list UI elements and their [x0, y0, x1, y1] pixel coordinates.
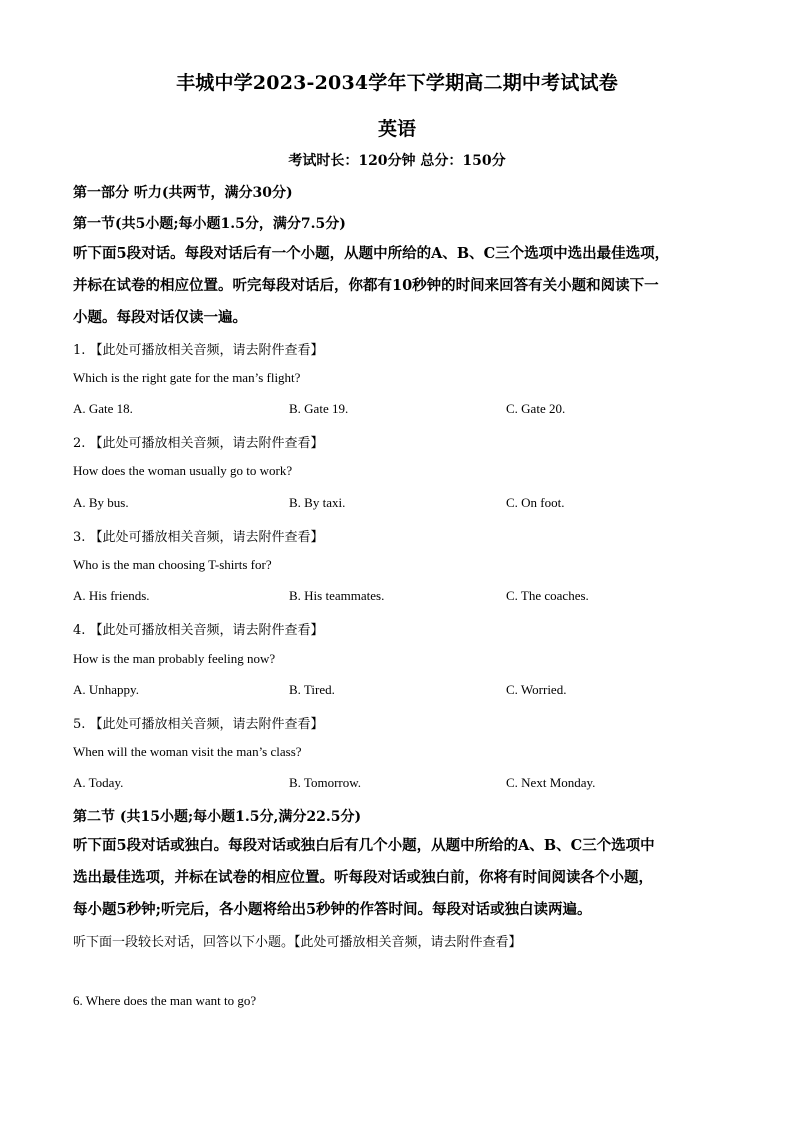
option-c: C. Worried. [506, 682, 567, 697]
instruction-line: 每小题5秒钟;听完后，各小题将给出5秒钟的作答时间。每段对话或独白读两遍。 [73, 901, 592, 918]
audio-note: 1. 【此处可播放相关音频，请去附件查看】 [73, 343, 324, 358]
option-c: C. Gate 20. [506, 401, 566, 416]
question-text: When will the woman visit the man’s class? [73, 744, 302, 759]
exam-title: 丰城中学2023-2034学年下学期高二期中考试试卷 [176, 72, 618, 94]
option-a: A. By bus. [73, 495, 129, 510]
option-c: C. On foot. [506, 495, 565, 510]
subject-title: 英语 [377, 118, 416, 140]
section1-instructions [73, 238, 723, 334]
audio-note: 2. 【此处可播放相关音频，请去附件查看】 [73, 436, 324, 451]
question-6-text: 6. Where does the man want to go? [73, 993, 257, 1008]
option-b: B. Gate 19. [289, 401, 349, 416]
audio-note: 4. 【此处可播放相关音频，请去附件查看】 [73, 623, 324, 638]
section2-instructions [73, 830, 723, 926]
question-text: Which is the right gate for the man’s flight? [73, 370, 301, 385]
option-b: B. Tomorrow. [289, 775, 362, 790]
question-text: How does the woman usually go to work? [73, 463, 293, 478]
audio-note: 3. 【此处可播放相关音频，请去附件查看】 [73, 530, 324, 545]
audio-note: 5. 【此处可播放相关音频，请去附件查看】 [73, 717, 324, 732]
instruction-line: 小题。每段对话仅读一遍。 [73, 309, 247, 326]
option-a: A. Gate 18. [73, 401, 133, 416]
instruction-line: 听下面5段对话。每段对话后有一个小题，从题中所给的A、B、C三个选项中选出最佳选项， [73, 245, 670, 262]
long-dialogue-note: 听下面一段较长对话，回答以下小题。【此处可播放相关音频，请去附件查看】 [73, 935, 522, 950]
part1-heading: 第一部分 听力(共两节，满分30分) [73, 185, 293, 201]
instruction-line: 听下面5段对话或独白。每段对话或独白后有几个小题，从题中所给的A、B、C三个选项中 [73, 837, 655, 854]
instruction-line: 选出最佳选项，并标在试卷的相应位置。听每段对话或独白前，你将有时间阅读各个小题， [73, 869, 653, 886]
option-a: A. Unhappy. [73, 682, 139, 697]
section2-heading: 第二节 (共15小题;每小题1.5分,满分22.5分) [73, 809, 362, 825]
option-a: A. Today. [73, 775, 124, 790]
question-text: Who is the man choosing T-shirts for? [73, 557, 272, 572]
exam-info: 考试时长：120分钟 总分：150分 [288, 153, 506, 169]
option-b: B. Tired. [289, 682, 335, 697]
option-c: C. The coaches. [506, 588, 589, 603]
section1-heading: 第一节(共5小题;每小题1.5分，满分7.5分) [73, 216, 346, 232]
option-b: B. By taxi. [289, 495, 346, 510]
option-b: B. His teammates. [289, 588, 385, 603]
instruction-line: 并标在试卷的相应位置。听完每段对话后，你都有10秒钟的时间来回答有关小题和阅读下一 [73, 277, 659, 294]
option-a: A. His friends. [73, 588, 150, 603]
option-c: C. Next Monday. [506, 775, 596, 790]
question-text: How is the man probably feeling now? [73, 651, 276, 666]
